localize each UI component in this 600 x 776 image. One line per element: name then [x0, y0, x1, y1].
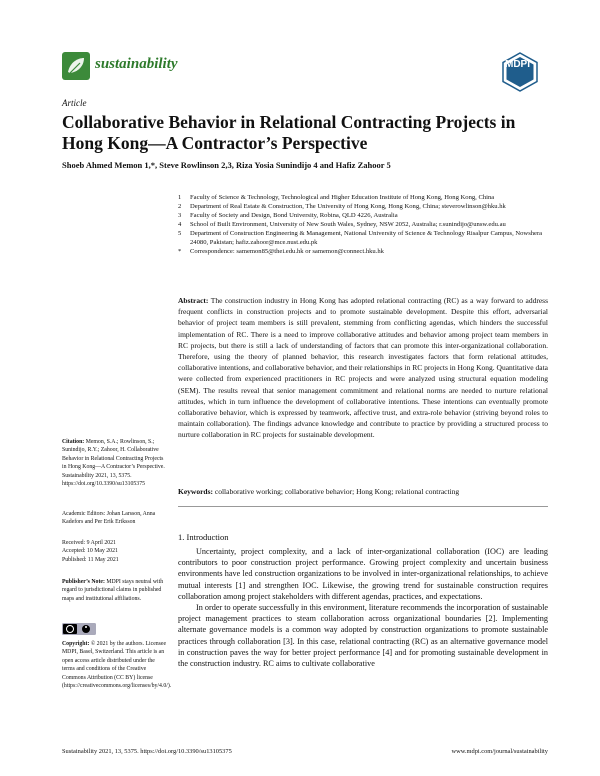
affiliations	[178, 193, 548, 256]
paper-title: Collaborative Behavior in Relational Contracting Projects in Hong Kong—A Contractor’s Perspective	[62, 112, 516, 153]
keywords: Keywords: collaborative working; collaborative behavior; Hong Kong; relational contracting	[178, 487, 460, 496]
affiliation-1: 1 Faculty of Science & Technology, Technological and Higher Education Institute of Hong Kong, Hong Kong, China	[178, 194, 495, 201]
footer-citation: Sustainability 2021, 13, 5375. https://doi.org/10.3390/su13105375	[62, 748, 232, 755]
journal-logo	[62, 52, 90, 80]
section-divider	[178, 506, 548, 507]
correspondence: * Correspondence: samemon85@thei.edu.hk or samemon@connect.hku.hk	[178, 248, 384, 255]
citation-block: Citation: Memon, S.A.; Rowlinson, S.; Sunindijo, R.Y.; Zahoor, H. Collaborative Behavior in Relational Contracting Projects in Hong Kong—A Contractor’s Perspective. Sustainability 2021, 13, 5375. https://doi.org/10.3390/su13105375	[62, 439, 165, 488]
paragraph-2: In order to operate successfully in this environment, literature recommends the incorporation of sustainable project management practices to steam collaboration across organizational boundaries [2]. Implementing alternate governance models is a common way adopted by construction organizations to promote sustainable practices through collaboration [3]. In this case, relational contracting (RC) as an alternative governance model in construction paves the way for better project performance [4] and for promoting sustainable development in the construction industry. RC aims to cultivate collaborative	[178, 603, 548, 669]
copyright-block: Copyright: © 2021 by the authors. Licensee MDPI, Basel, Switzerland. This article is an open access article distributed under the terms and conditions of the Creative Commons Attribution (CC BY) license (https://creativecommons.org/licenses/by/4.0/).	[62, 641, 172, 690]
mdpi-logo	[500, 52, 540, 97]
publisher-note: Publisher’s Note: MDPI stays neutral with regard to jurisdictional claims in published maps and institutional affiliations.	[62, 579, 164, 602]
footer-url: www.mdpi.com/journal/sustainability	[451, 748, 548, 755]
affiliation-4: 4 School of Built Environment, University of New South Wales, Sydney, NSW 2052, Australia; r.sunindijo@unsw.edu.au	[178, 221, 506, 228]
academic-editors: Academic Editors: Johan Larsson, Anna Kadefors and Per Erik Eriksson	[62, 511, 156, 526]
publisher-name: MDPI	[505, 59, 530, 70]
page-footer	[62, 748, 548, 755]
section-heading: 1. Introduction	[178, 532, 229, 542]
journal-name: sustainability	[95, 56, 178, 72]
abstract: Abstract: The construction industry in Hong Kong has adopted relational contracting (RC) as a way forward to address frequent conflicts in construction projects and to promote sustainable development. Despite this effort, adversarial behavior of project team members is still prevalent, stemming from conflicting agendas, which hinders the successful implementation of RC. There is a need to improve collaborative attitudes and behavior among project team members in RC projects, but there is still a lack of understanding of factors that can promote this inter-organizational collaboration. Therefore, using the theory of planned behavior, this research investigates factors that form relational attitudes, collaborative intentions, and collaborative behavior, and their relationships in RC projects in Hong Kong. Quantitative data were collected from experienced practitioners in RC projects and were analyzed using structural equation modeling (SEM). The results reveal that senior management commitment and relational norms are needed to nurture relational attitudes, which in turn influence the development of collaborative intentions. These intentions can eventually promote collaborative behavior, which is expressed by teamwork, affective trust, and extra-role behavior (striving beyond roles to maintain collaboration). The findings advance knowledge and contribute to practice by providing a structured process to nurture collaboration in RC projects for sustainable development.	[178, 296, 548, 440]
affiliation-3: 3 Faculty of Society and Design, Bond University, Robina, QLD 4226, Australia	[178, 212, 398, 219]
cc-by-license-badge	[62, 622, 96, 640]
article-type: Article	[62, 98, 87, 108]
affiliation-5: 5 Department of Construction Engineering & Management, National University of Science & Technology Risalpur Campus, Nowshera 24080, Pakistan; hafiz.zahoor@mce.nust.edu.pk	[178, 230, 543, 246]
author-list: Shoeb Ahmed Memon 1,*, Steve Rowlinson 2,3, Riza Yosia Sunindijo 4 and Hafiz Zahoor 5	[62, 160, 391, 170]
introduction-body	[178, 546, 548, 669]
dates-block: Received: 9 April 2021 Accepted: 10 May 2021 Published: 11 May 2021	[62, 540, 119, 563]
affiliation-2: 2 Department of Real Estate & Construction, The University of Hong Kong, Hong Kong, China; steverowlinson@hku.hk	[178, 203, 506, 210]
paragraph-1: Uncertainty, project complexity, and a lack of inter-organizational collaboration (IOC) are leading contributors to poor construction project performance. Growing project complexity and uncertain business environments have led construction organizations to be involved in inter-organizational relationships, to achieve mutual interests [1] and strengthen IOC. Likewise, the growing trend for sustainable construction requires collaboration among project stakeholders with different agendas, practices, and expectations.	[178, 547, 548, 601]
